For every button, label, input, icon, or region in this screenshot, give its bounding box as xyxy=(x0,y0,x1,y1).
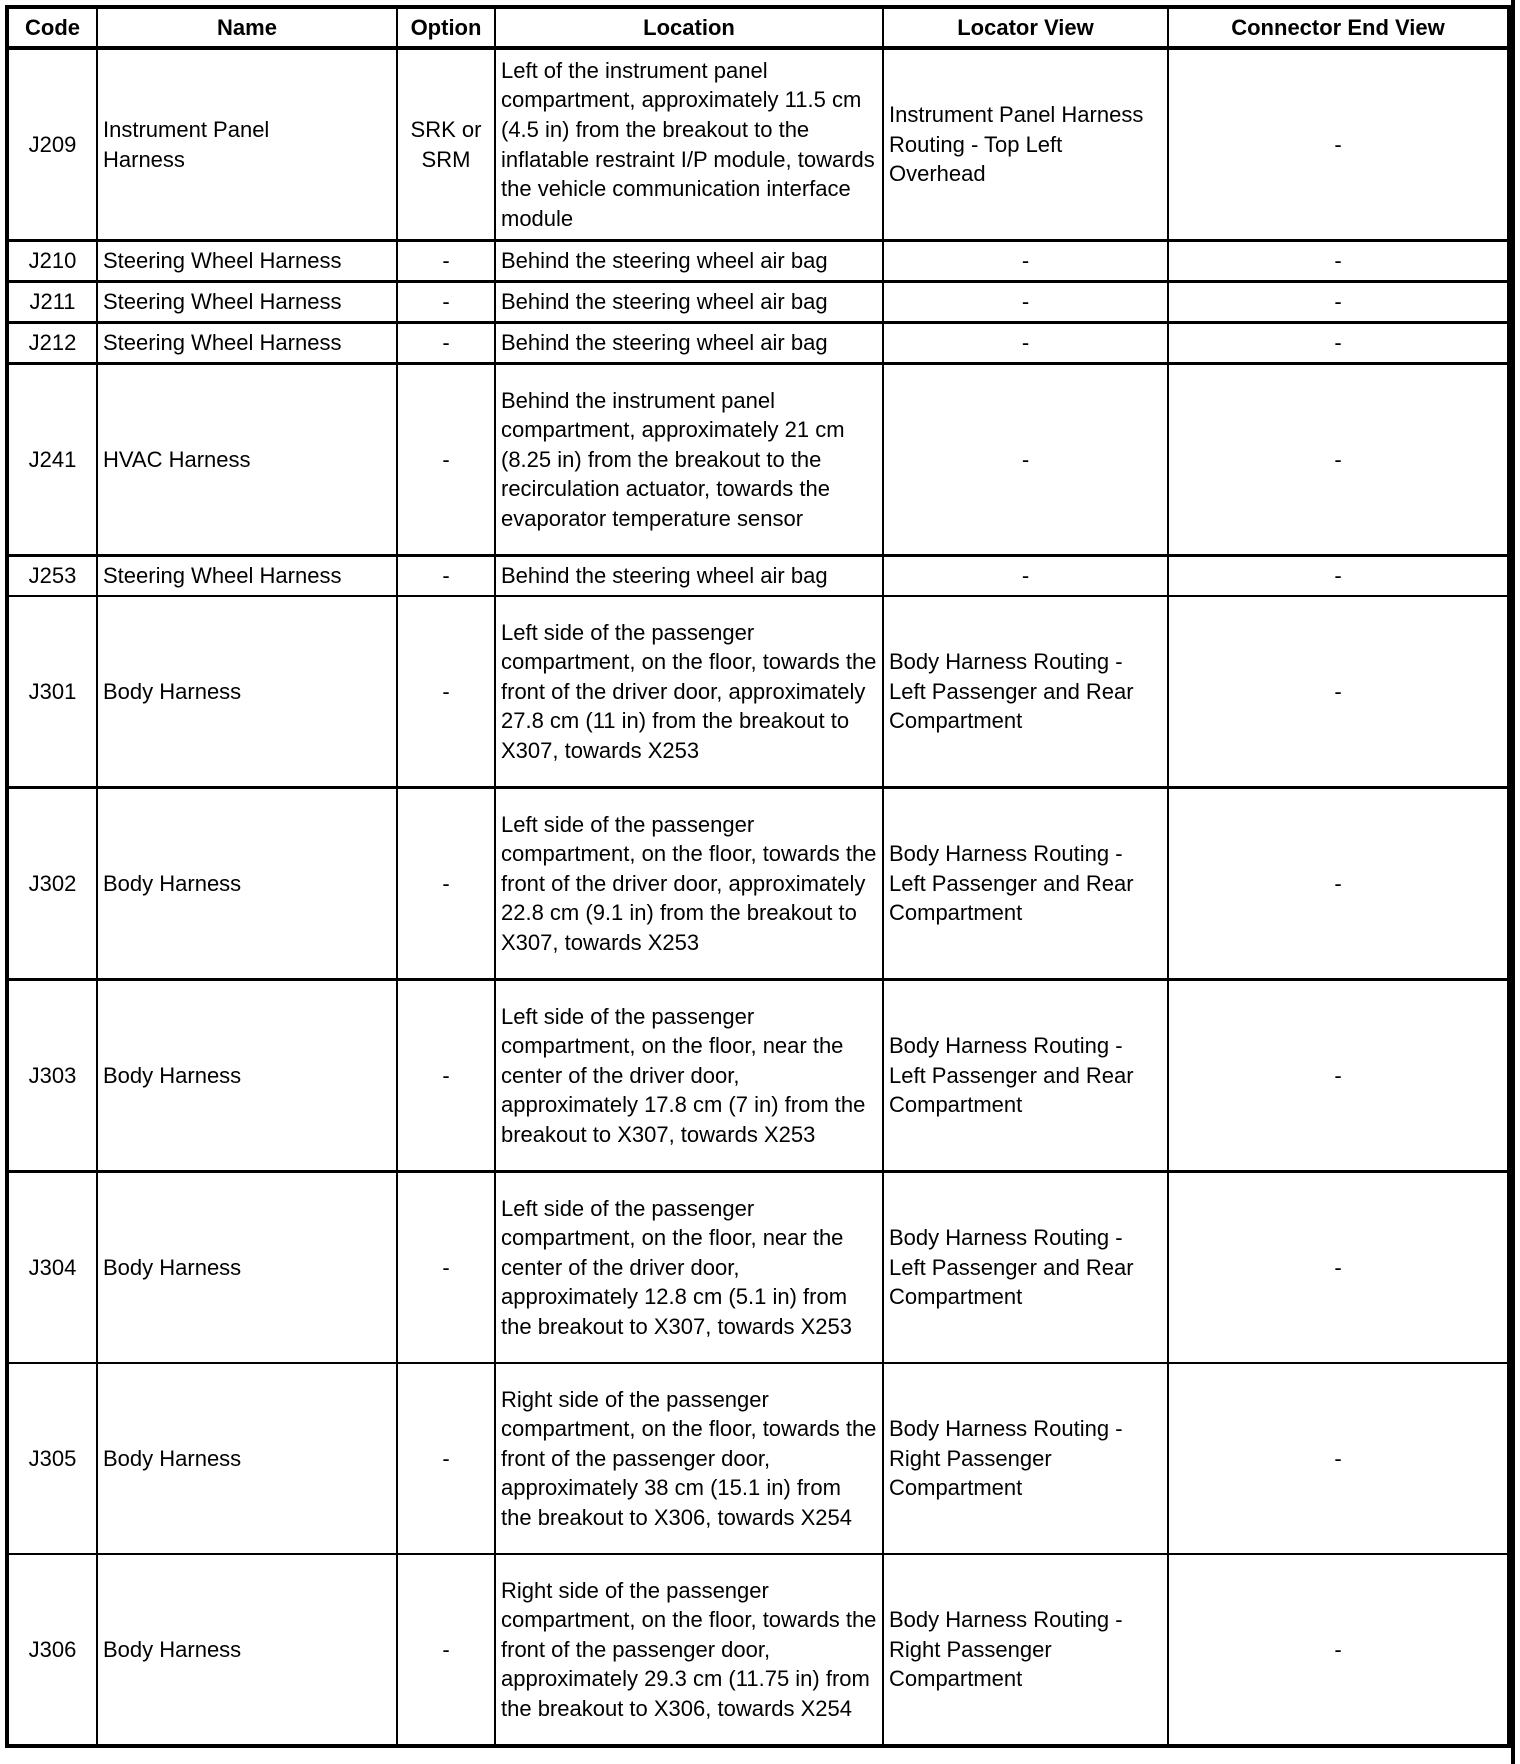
cell-name: Steering Wheel Harness xyxy=(97,556,397,597)
header-connector-end-view: Connector End View xyxy=(1168,7,1509,48)
table-header xyxy=(7,7,1509,48)
cell-location: Behind the steering wheel air bag xyxy=(495,282,883,323)
cell-locator-view[interactable]: Body Harness Routing - Left Passenger and Rear Compartment xyxy=(883,788,1168,980)
cell-locator-view[interactable]: Body Harness Routing - Left Passenger and Rear Compartment xyxy=(883,1172,1168,1364)
table-row xyxy=(7,364,1509,556)
cell-location: Behind the steering wheel air bag xyxy=(495,323,883,364)
cell-option: - xyxy=(397,980,495,1172)
cell-code: J304 xyxy=(7,1172,97,1364)
cell-connector-end-view: - xyxy=(1168,1363,1509,1554)
cell-option: - xyxy=(397,596,495,788)
cell-option: - xyxy=(397,788,495,980)
table-row xyxy=(7,556,1509,597)
cell-option: - xyxy=(397,364,495,556)
header-code: Code xyxy=(7,7,97,48)
cell-locator-view: - xyxy=(883,364,1168,556)
cell-location: Behind the instrument panel compartment, approximately 21 cm (8.25 in) from the breakout to the recirculation actuator, towards the evaporator temperature sensor xyxy=(495,364,883,556)
cell-location: Left side of the passenger compartment, on the floor, near the center of the driver door, approximately 17.8 cm (7 in) from the breakout to X307, towards X253 xyxy=(495,980,883,1172)
cell-name: Body Harness xyxy=(97,1554,397,1746)
header-name: Name xyxy=(97,7,397,48)
table-row xyxy=(7,596,1509,788)
cell-name: Body Harness xyxy=(97,596,397,788)
cell-code: J210 xyxy=(7,241,97,282)
table-row xyxy=(7,282,1509,323)
page-edge-bar xyxy=(1511,0,1515,1764)
cell-code: J301 xyxy=(7,596,97,788)
cell-locator-view: - xyxy=(883,323,1168,364)
cell-name: Steering Wheel Harness xyxy=(97,323,397,364)
cell-connector-end-view: - xyxy=(1168,788,1509,980)
cell-location: Behind the steering wheel air bag xyxy=(495,241,883,282)
table-body xyxy=(7,48,1509,1746)
cell-connector-end-view: - xyxy=(1168,48,1509,241)
cell-connector-end-view: - xyxy=(1168,980,1509,1172)
header-locator-view: Locator View xyxy=(883,7,1168,48)
header-row xyxy=(7,7,1509,48)
cell-code: J212 xyxy=(7,323,97,364)
cell-location: Behind the steering wheel air bag xyxy=(495,556,883,597)
cell-code: J253 xyxy=(7,556,97,597)
cell-location: Left of the instrument panel compartment, approximately 11.5 cm (4.5 in) from the breakout to the inflatable restraint I/P module, towards the vehicle communication interface module xyxy=(495,48,883,241)
cell-name: HVAC Harness xyxy=(97,364,397,556)
cell-location: Left side of the passenger compartment, on the floor, near the center of the driver door, approximately 12.8 cm (5.1 in) from the breakout to X307, towards X253 xyxy=(495,1172,883,1364)
cell-name: Instrument Panel Harness xyxy=(97,48,397,241)
table-row xyxy=(7,980,1509,1172)
cell-locator-view[interactable]: Body Harness Routing - Left Passenger and Rear Compartment xyxy=(883,596,1168,788)
cell-name: Body Harness xyxy=(97,788,397,980)
table-row xyxy=(7,788,1509,980)
cell-location: Right side of the passenger compartment, on the floor, towards the front of the passenger door, approximately 29.3 cm (11.75 in) from the breakout to X306, towards X254 xyxy=(495,1554,883,1746)
cell-locator-view[interactable]: Body Harness Routing - Right Passenger Compartment xyxy=(883,1363,1168,1554)
table-row xyxy=(7,48,1509,241)
cell-name: Steering Wheel Harness xyxy=(97,282,397,323)
table-row xyxy=(7,323,1509,364)
cell-locator-view: - xyxy=(883,282,1168,323)
cell-code: J306 xyxy=(7,1554,97,1746)
connector-table xyxy=(5,5,1511,1748)
cell-code: J302 xyxy=(7,788,97,980)
cell-connector-end-view: - xyxy=(1168,323,1509,364)
cell-option: - xyxy=(397,1363,495,1554)
header-location: Location xyxy=(495,7,883,48)
cell-option: - xyxy=(397,323,495,364)
cell-location: Left side of the passenger compartment, on the floor, towards the front of the driver door, approximately 27.8 cm (11 in) from the breakout to X307, towards X253 xyxy=(495,596,883,788)
cell-locator-view: - xyxy=(883,241,1168,282)
table-row xyxy=(7,241,1509,282)
cell-option: - xyxy=(397,1554,495,1746)
cell-locator-view[interactable]: Instrument Panel Harness Routing - Top Left Overhead xyxy=(883,48,1168,241)
cell-connector-end-view: - xyxy=(1168,556,1509,597)
cell-location: Left side of the passenger compartment, on the floor, towards the front of the driver door, approximately 22.8 cm (9.1 in) from the breakout to X307, towards X253 xyxy=(495,788,883,980)
cell-connector-end-view: - xyxy=(1168,364,1509,556)
cell-connector-end-view: - xyxy=(1168,1172,1509,1364)
table-row xyxy=(7,1363,1509,1554)
cell-connector-end-view: - xyxy=(1168,1554,1509,1746)
header-option: Option xyxy=(397,7,495,48)
table-row xyxy=(7,1554,1509,1746)
cell-locator-view[interactable]: Body Harness Routing - Left Passenger and Rear Compartment xyxy=(883,980,1168,1172)
cell-option: - xyxy=(397,282,495,323)
cell-connector-end-view: - xyxy=(1168,596,1509,788)
cell-name: Body Harness xyxy=(97,1172,397,1364)
cell-name: Steering Wheel Harness xyxy=(97,241,397,282)
cell-option: SRK or SRM xyxy=(397,48,495,241)
cell-connector-end-view: - xyxy=(1168,241,1509,282)
cell-locator-view[interactable]: Body Harness Routing - Right Passenger Compartment xyxy=(883,1554,1168,1746)
cell-code: J305 xyxy=(7,1363,97,1554)
cell-code: J211 xyxy=(7,282,97,323)
cell-connector-end-view: - xyxy=(1168,282,1509,323)
cell-code: J241 xyxy=(7,364,97,556)
cell-name: Body Harness xyxy=(97,1363,397,1554)
table-row xyxy=(7,1172,1509,1364)
cell-option: - xyxy=(397,1172,495,1364)
cell-code: J209 xyxy=(7,48,97,241)
cell-option: - xyxy=(397,556,495,597)
cell-locator-view: - xyxy=(883,556,1168,597)
cell-option: - xyxy=(397,241,495,282)
cell-location: Right side of the passenger compartment, on the floor, towards the front of the passenger door, approximately 38 cm (15.1 in) from the breakout to X306, towards X254 xyxy=(495,1363,883,1554)
cell-code: J303 xyxy=(7,980,97,1172)
cell-name: Body Harness xyxy=(97,980,397,1172)
